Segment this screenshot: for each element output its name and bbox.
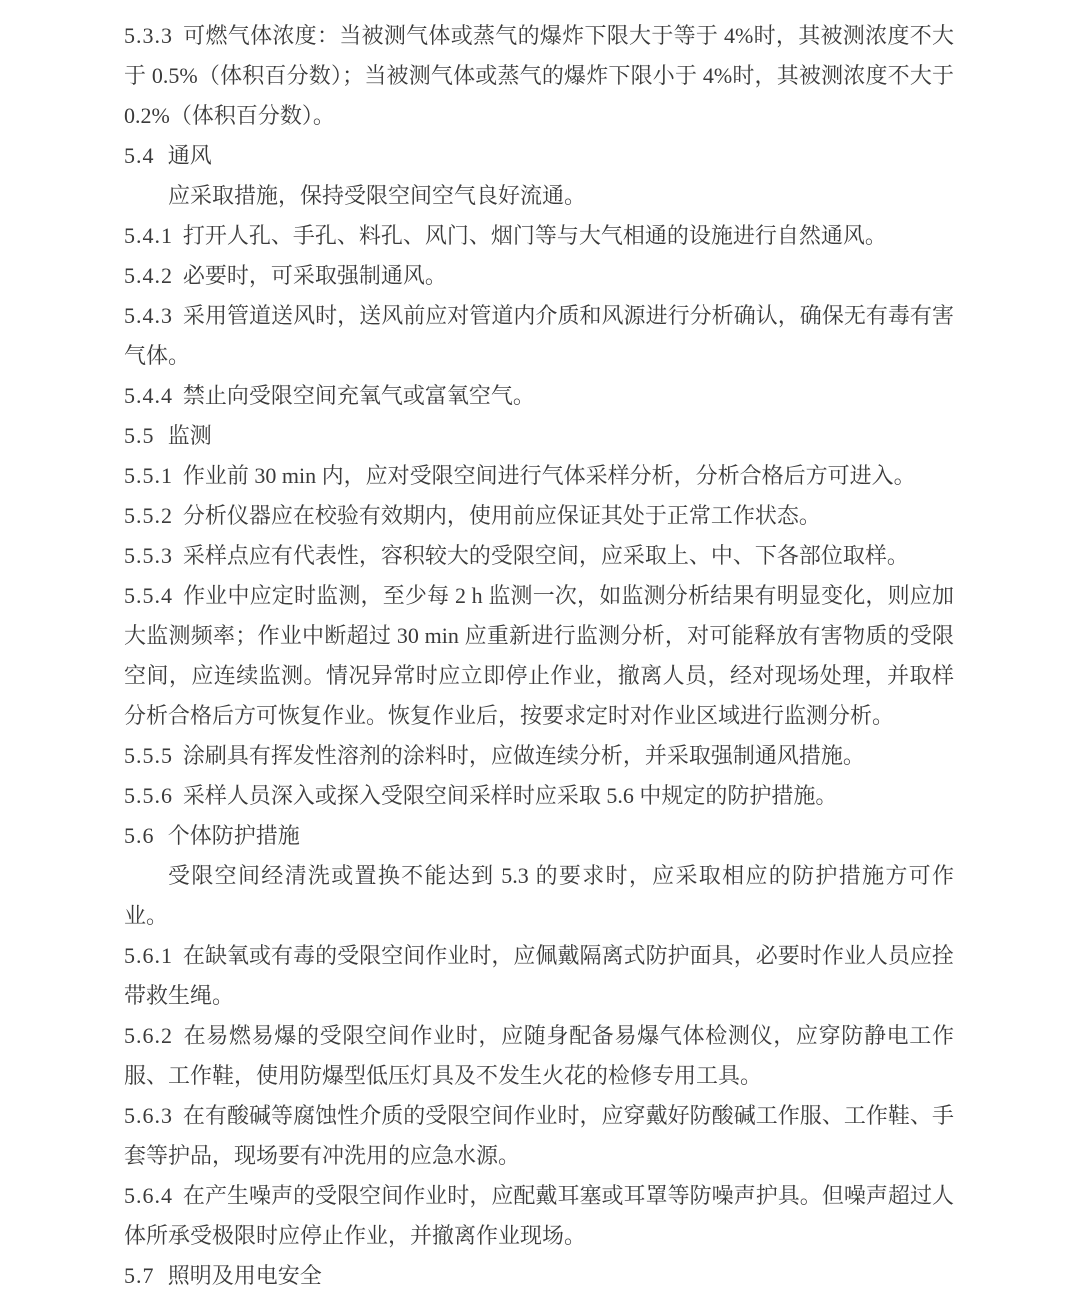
paragraph-text: 应采取措施，保持受限空间空气良好流通。 (168, 183, 587, 208)
clause-5-5-3 (124, 536, 954, 576)
heading-5-7 (124, 1256, 954, 1296)
clause-text: 在有酸碱等腐蚀性介质的受限空间作业时，应穿戴好防酸碱工作服、工作鞋、手套等护品，现场要有冲洗用的应急水源。 (124, 1103, 954, 1168)
paragraph-text: 受限空间经清洗或置换不能达到 5.3 的要求时，应采取相应的防护措施方可作业。 (124, 863, 954, 928)
clause-5-6-2 (124, 1016, 954, 1096)
clause-number: 5.4.1 (124, 223, 173, 248)
clause-text: 在缺氧或有毒的受限空间作业时，应佩戴隔离式防护面具，必要时作业人员应拴带救生绳。 (124, 943, 954, 1008)
heading-text: 通风 (167, 143, 212, 168)
para-5-4-intro (124, 176, 954, 216)
clause-5-6-3 (124, 1096, 954, 1176)
clause-number: 5.3.3 (124, 23, 173, 48)
heading-text: 个体防护措施 (167, 823, 300, 848)
clause-text: 作业前 30 min 内，应对受限空间进行气体采样分析，分析合格后方可进入。 (182, 463, 916, 488)
clause-5-4-2 (124, 256, 954, 296)
clause-number: 5.5.4 (124, 583, 173, 608)
clause-5-5-4 (124, 576, 954, 736)
clause-number: 5.4.4 (124, 383, 173, 408)
clause-number: 5.5.3 (124, 543, 173, 568)
clause-number: 5.6 (124, 823, 155, 848)
clause-text: 采样人员深入或探入受限空间采样时应采取 5.6 中规定的防护措施。 (182, 783, 838, 808)
clause-text: 分析仪器应在校验有效期内，使用前应保证其处于正常工作状态。 (182, 503, 821, 528)
clause-number: 5.6.1 (124, 943, 173, 968)
clause-text: 采样点应有代表性，容积较大的受限空间，应采取上、中、下各部位取样。 (182, 543, 909, 568)
heading-5-4 (124, 136, 954, 176)
clause-number: 5.6.2 (124, 1023, 173, 1048)
clause-5-3-3 (124, 16, 954, 136)
clause-text: 作业中应定时监测，至少每 2 h 监测一次，如监测分析结果有明显变化，则应加大监测频率；作业中断超过 30 min 应重新进行监测分析，对可能释放有害物质的受限空间，应连续监测。情况异常时应立即停止作业，撤离人员，经对现场处理，并取样分析合格后方可恢复作业。恢复作业后，按要求定时对作业区域进行监测分析。 (124, 583, 954, 728)
clause-number: 5.6.3 (124, 1103, 173, 1128)
clause-5-5-5 (124, 736, 954, 776)
clause-number: 5.5.6 (124, 783, 173, 808)
clause-text: 采用管道送风时，送风前应对管道内介质和风源进行分析确认，确保无有毒有害气体。 (124, 303, 954, 368)
clause-number: 5.7 (124, 1263, 155, 1288)
clause-text: 涂刷具有挥发性溶剂的涂料时，应做连续分析，并采取强制通风措施。 (182, 743, 865, 768)
clause-text: 打开人孔、手孔、料孔、风门、烟门等与大气相通的设施进行自然通风。 (182, 223, 887, 248)
clause-5-5-1 (124, 456, 954, 496)
clause-number: 5.6.4 (124, 1183, 173, 1208)
clause-text: 在易燃易爆的受限空间作业时，应随身配备易爆气体检测仪，应穿防静电工作服、工作鞋，使用防爆型低压灯具及不发生火花的检修专用工具。 (124, 1023, 954, 1088)
heading-5-6 (124, 816, 954, 856)
clause-text: 禁止向受限空间充氧气或富氧空气。 (182, 383, 535, 408)
clause-5-4-4 (124, 376, 954, 416)
clause-5-6-1 (124, 936, 954, 1016)
clause-text: 在产生噪声的受限空间作业时，应配戴耳塞或耳罩等防噪声护具。但噪声超过人体所承受极限时应停止作业，并撤离作业现场。 (124, 1183, 954, 1248)
clause-number: 5.4 (124, 143, 155, 168)
clause-5-6-4 (124, 1176, 954, 1256)
heading-5-5 (124, 416, 954, 456)
clause-number: 5.5.2 (124, 503, 173, 528)
clause-text: 必要时，可采取强制通风。 (182, 263, 447, 288)
heading-text: 照明及用电安全 (167, 1263, 322, 1288)
heading-text: 监测 (167, 423, 212, 448)
clause-5-5-6 (124, 776, 954, 816)
clause-number: 5.5.1 (124, 463, 173, 488)
clause-number: 5.5 (124, 423, 155, 448)
para-5-6-intro (124, 856, 954, 936)
clause-5-4-3 (124, 296, 954, 376)
clause-5-4-1 (124, 216, 954, 256)
clause-number: 5.4.2 (124, 263, 173, 288)
clause-text: 可燃气体浓度：当被测气体或蒸气的爆炸下限大于等于 4%时，其被测浓度不大于 0.5%（体积百分数）；当被测气体或蒸气的爆炸下限小于 4%时，其被测浓度不大于 0.2%（体积百分数）。 (124, 23, 954, 128)
clause-number: 5.4.3 (124, 303, 173, 328)
clause-number: 5.5.5 (124, 743, 173, 768)
clause-5-5-2 (124, 496, 954, 536)
